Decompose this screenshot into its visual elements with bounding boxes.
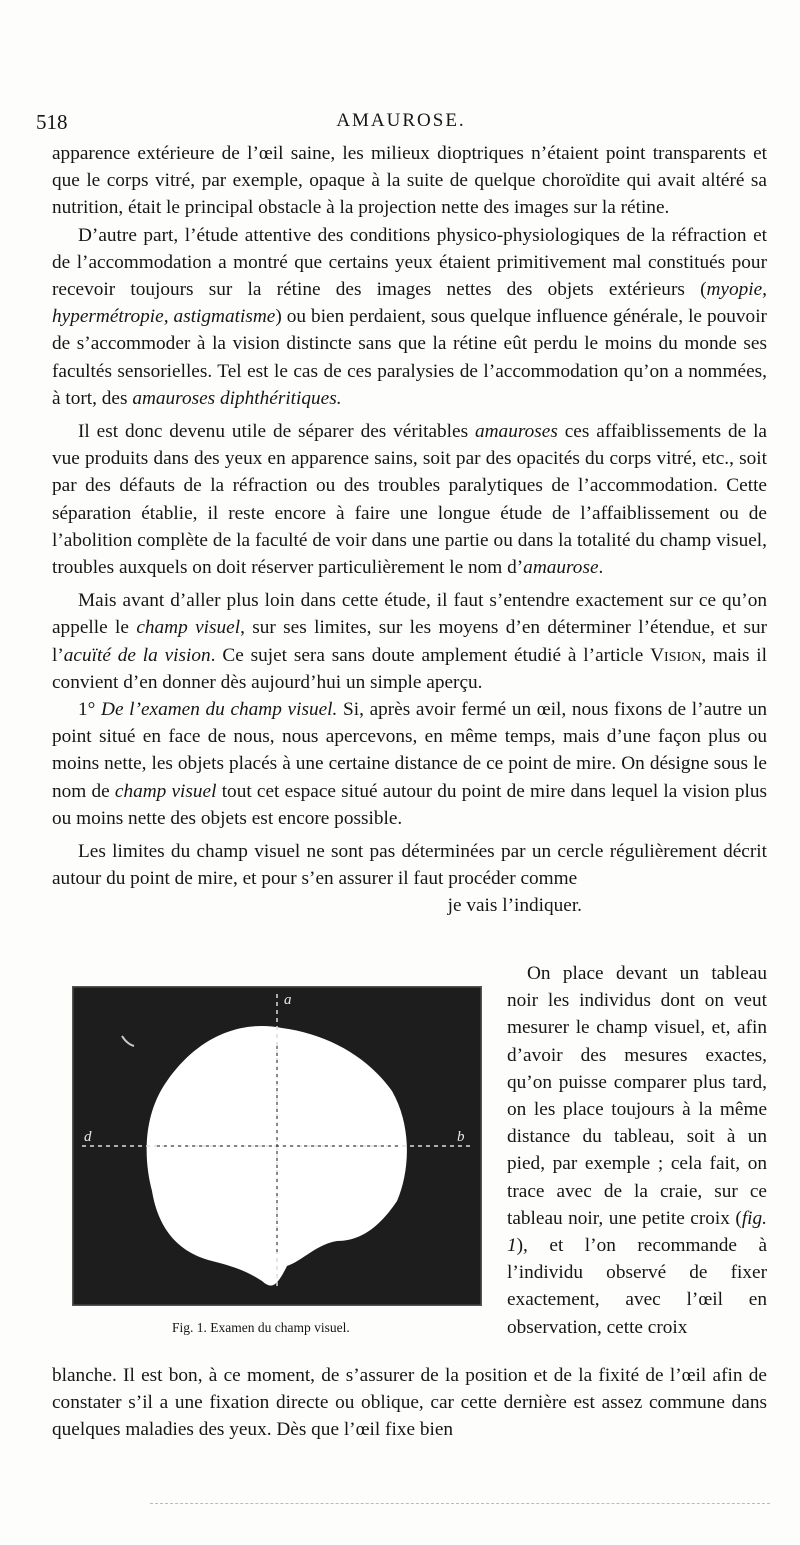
label-d: d: [84, 1129, 92, 1145]
paragraph-2: [52, 222, 767, 412]
label-b: b: [457, 1129, 465, 1145]
text-run: . Ce sujet sera sans doute amplement étudié à l’article: [210, 644, 651, 666]
page-header: [36, 110, 766, 140]
text-run: Il est donc devenu utile de séparer des véritables: [78, 421, 475, 443]
paragraph-6: Les limites du champ visuel ne sont pas déterminées par un cercle régulièrement décrit autour du point de mire, et pour s’en assurer il faut procéder comme: [52, 841, 767, 890]
italic-run: myopie, hypermétropie, astigmatisme: [52, 279, 767, 328]
page-number: 518: [36, 110, 68, 134]
text-run: ) ou bien perdaient, sous quelque influence générale, le pouvoir de s’accommoder à la vision distincte sans que la rétine eût perdu le moins du monde ses facultés sensorielles. Tel est le cas de ces paralysies de l’accommodation qu’on a nommées, à tort, des: [52, 306, 767, 409]
italic-run: acuïté de la vision: [63, 644, 211, 666]
label-a: a: [284, 992, 292, 1008]
italic-run: amauroses: [474, 421, 558, 443]
italic-run: fig. 1: [507, 1207, 767, 1257]
text-run: , mais il convient d’en donner dès aujourd’hui un simple aperçu.: [52, 644, 768, 693]
text-run: Mais avant d’aller plus loin dans cette étude, il faut s’entendre exactement sur ce qu’on appelle le: [52, 590, 767, 639]
running-title: AMAUROSE.: [336, 110, 466, 131]
visual-field-figure: [72, 986, 482, 1306]
figure-caption: Fig. 1. Examen du champ visuel.: [172, 1320, 350, 1335]
text-run: ces affaiblissements de la vue produits dans des yeux en apparence sains, soit par des opacités du corps vitré, etc., soit par des défauts de la réfraction ou des troubles paralytiques de l’accommodation. Cette séparation établie, il reste encore à faire une longue étude de l’affaiblissement ou de l’abolition complète de la faculté de voir dans une partie ou dans la totalité du champ visuel, troubles auxquels on doit réserver particulièrement le nom d’: [52, 421, 767, 579]
text-run: tout cet espace situé autour du point de mire dans lequel la vision plus ou moins nette des objets est encore possible.: [52, 780, 767, 829]
paragraph-4: [52, 587, 767, 696]
text-run: ), et l’on recommande à l’individu observé de fixer exactement, avec l’œil en observation, cette croix: [507, 1235, 767, 1338]
side-column-text: [507, 960, 767, 1341]
italic-run: champ visuel: [114, 780, 217, 802]
small-caps-run: Vision: [650, 644, 702, 666]
paragraph-1: apparence extérieure de l’œil saine, les milieux dioptriques n’étaient point transparents et que le corps vitré, par exemple, opaque à la suite de quelque choroïdite qui avait altéré sa nutrition, était le principal obstacle à la projection nette des images sur la rétine.: [52, 143, 767, 219]
italic-run: De l’examen du champ visuel.: [101, 699, 338, 721]
text-run: D’autre part, l’étude attentive des conditions physico-physiologiques de la réfraction et de l’accommodation a montré que certains yeux étaient primitivement mal constitués pour recevoir toujours sur la rétine des images nettes des objets extérieurs (: [52, 224, 767, 301]
text-run: On place devant un tableau noir les individus dont on veut mesurer le champ visuel, et, afin d’avoir des mesures exactes, qu’on puisse comparer plus tard, on les place toujours à la même distance du tableau, soit à un pied, par exemple ; cela fait, on trace avec de la craie, sur ce tableau noir, une petite croix (: [507, 963, 767, 1229]
text-run: Si, après avoir fermé un œil, nous fixons de l’autre un point situé en face de nous, nous apercevons, en même temps, mais d’une façon plus ou moins nette, les objets placés à une certaine distance de ce point de mire. On désigne sous le nom de: [52, 699, 767, 802]
italic-run: champ visuel: [136, 617, 241, 639]
scan-artifact-rule: [150, 1503, 770, 1504]
italic-run: amaurose: [523, 557, 599, 579]
paragraph-6-end: je vais l’indiquer.: [447, 895, 582, 917]
paragraph-3: [52, 418, 767, 581]
text-run: .: [598, 557, 604, 579]
paragraph-5: [52, 696, 767, 832]
body-text: [52, 140, 767, 920]
text-run: 1°: [78, 699, 102, 721]
italic-run: amauroses diphthéritiques.: [132, 387, 342, 409]
continuation-text: blanche. Il est bon, à ce moment, de s’assurer de la position et de la fixité de l’œil afin de constater s’il a une fixation directe ou oblique, car cette dernière est assez commune dans quelques maladies des yeux. Dès que l’œil fixe bien: [52, 1365, 767, 1441]
text-run: , sur ses limites, sur les moyens d’en déterminer l’étendue, et sur l’: [52, 617, 768, 666]
